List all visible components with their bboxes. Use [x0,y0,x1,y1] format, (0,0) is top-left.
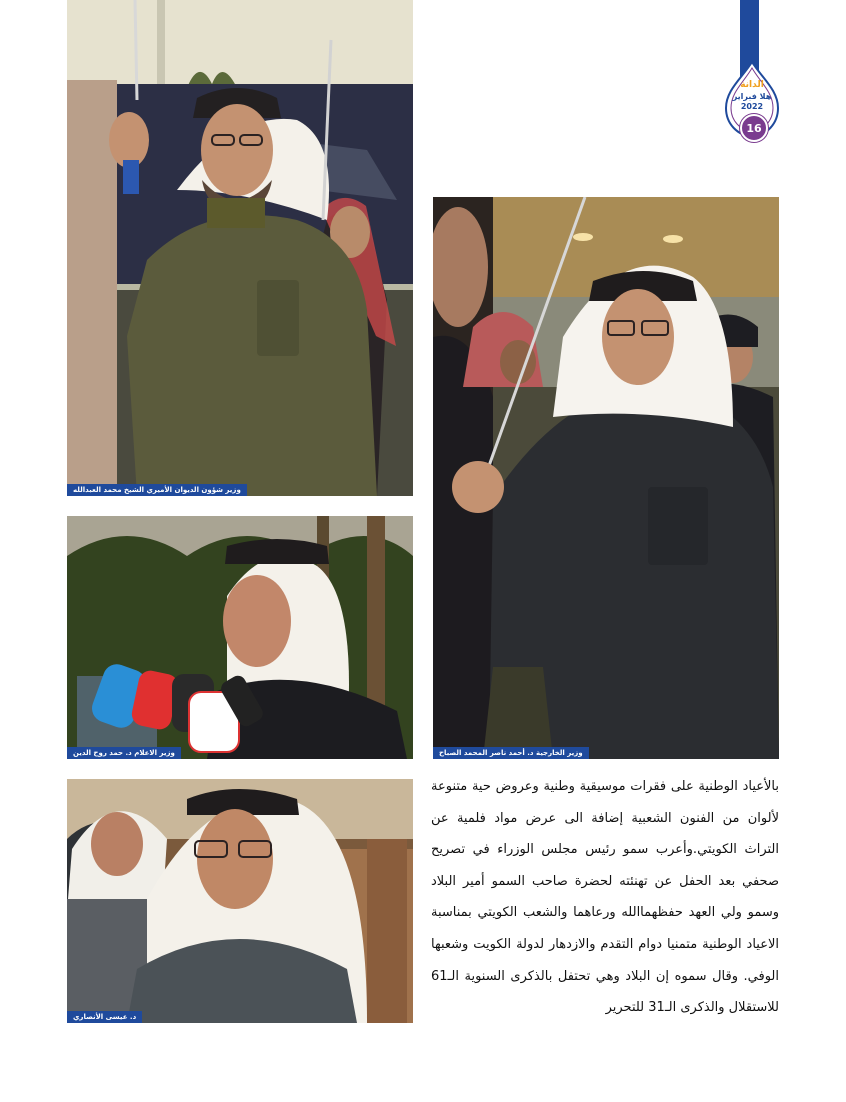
photo-caption: وزير الاعلام د. حمد روح الدين [67,747,181,759]
article-text: بالأعياد الوطنية على فقرات موسيقية وطنية وعروض حية متنوعة لألوان من الفنون الشعبية إضافة الى عرض مواد فلمية عن التراث الكويتي.وأعرب سمو رئيس مجلس الوزراء في تصريح صحفي بعد الحفل عن تهنئته لحضرة صاحب السمو أمير البلاد وسمو ولي العهد حفظهماالله ورعاهما والشعب الكويتي بمناسبة الاعياد الوطنية متمنيا دوام التقدم والازدهار لدولة الكويت وشعبها الوفي. وقال سموه إن البلاد وهي تحتفل بالذكرى السنوية الـ61 للاستقلال والذكرى الـ31 للتحرير [431,779,779,1016]
badge-subtitle: هلا فبراير [732,92,772,101]
photo-caption: وزير الخارجية د. أحمد ناصر المحمد الصباح [433,747,589,759]
photo-caption: وزير شؤون الديوان الأميري الشيخ محمد العبدالله [67,484,247,496]
badge-title: الدانة [740,80,764,90]
photo-minister-amiri-diwan [67,0,413,496]
photo-caption: د. عيسى الأنصاري [67,1011,142,1023]
photo-information-minister [67,516,413,759]
page-number: 16 [740,114,768,142]
photo-dr-issa [67,779,413,1023]
photo-minister-amiri-diwan-image [67,0,413,496]
photo-foreign-minister-image [433,197,779,759]
photo-information-minister-image [67,516,413,759]
badge-year: 2022 [740,102,764,111]
photo-foreign-minister [433,197,779,759]
photo-dr-issa-image [67,779,413,1023]
